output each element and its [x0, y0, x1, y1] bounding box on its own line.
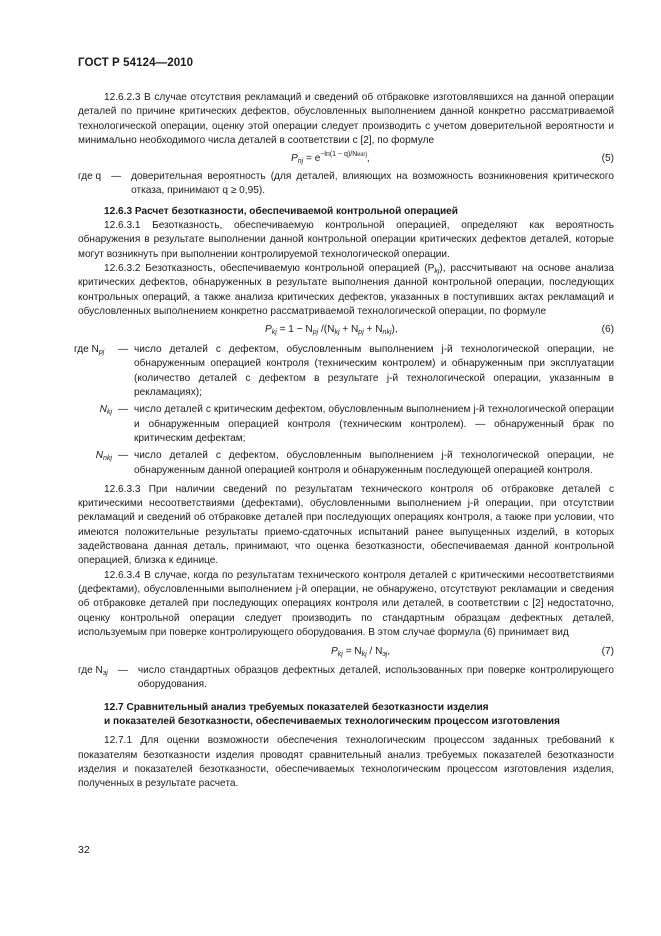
- formula-6-expression: $P_{kj} = 1 - N_{pj}$ $/(N_{kj} + N_{pj} + N_{nkj})$,: [265, 324, 398, 337]
- paragraph-12-6-3-3: 12.6.3.3 При наличии сведений по результатам технического контроля об отбраковке деталей с критическими несоответствиями (дефектами), обусловленными выполнением j-й операции, при отсутствии рекламаций и сведений об отбраковке деталей при последующих операциях контроля, а также при условии, что имеются положительные результаты приемо-сдаточных испытаний ранее выпущенных изделий, в которых задействована данная деталь, принимают, что оценка безотказности, обеспечиваемая данной контрольной операцией, близка к единице.: [78, 483, 614, 567]
- definition-symbol: $N_{nkj}$: [95, 450, 112, 463]
- formula-5-number: (5): [601, 153, 614, 165]
- formula-6-number: (6): [601, 324, 614, 336]
- definition-nkj: $N_{kj}$ — число деталей с критическим дефектом, обусловленным выполнением j-й технологической операции и обнаруженным операцией контроля (техническим контролем). — обнаруженный брак по критическим дефектам;: [78, 403, 614, 446]
- definition-nej: где $N_{эj}$ — число стандартных образцов дефектных деталей, использованных при поверке контролирующего оборудования.: [78, 664, 614, 693]
- paragraph-12-6-3-2: 12.6.3.2 Безотказность, обеспечиваемую контрольной операцией $(P_{kj})$, рассчитывают на основе анализа критических дефектов, обнаруженных в результате выполнения данной контрольной операции, последующих контрольных операций, а также анализа критических дефектов, указанных в поступивших актах рекламаций и обусловленных выполнением конкретно рассматриваемой технологической операции, по формуле: [78, 262, 614, 317]
- definition-nnkj: $N_{nkj}$ — число деталей с дефектом, обусловленным выполнением j-й технологической операции, не обнаруженным данной операцией контроля и обнаруженным последующей операцией контроля.: [78, 449, 614, 478]
- definition-symbol: где q: [78, 171, 102, 183]
- section-heading-12-7: 12.7 Сравнительный анализ требуемых показателей безотказности изделия и показателей безотказности, обеспечиваемых технологическим процессом изготовления: [104, 701, 560, 727]
- formula-5-exponent: −ln(1 − q)/Nизгj: [320, 151, 367, 159]
- definition-symbol: где $N_{эj}$: [78, 665, 108, 678]
- formula-5: [78, 150, 614, 168]
- paragraph-12-6-2-3: 12.6.2.3 В случае отсутствия рекламаций и сведений об отбраковке изготовлявшихся на данной операции деталей по причине критических дефектов, обусловленных выполнением данной конкретно рассматриваемой технологической операции, оценку этой операции следует производить с учетом доверительной вероятности и минимально необходимого числа деталей в соответствии с [2], по формуле: [78, 92, 614, 146]
- formula-6: [78, 321, 614, 339]
- definition-symbol: $N_{kj}$: [99, 404, 112, 417]
- definition-symbol: где $N_{pj}$: [74, 344, 105, 357]
- definition-text: число деталей с критическим дефектом, обусловленным выполнением j-й технологической операции и обнаруженным операцией контроля (техническим контролем). — обнаруженный брак по критическим дефектам;: [134, 404, 614, 444]
- definition-text: число деталей с дефектом, обусловленным выполнением j-й технологической операции, не обнаруженным данной операцией контроля и обнаруженным последующей операцией контроля.: [134, 450, 614, 476]
- paragraph-12-7-1: 12.7.1 Для оценки возможности обеспечения технологическим процессом заданных требований к показателям безотказности изделия проводят сравнительный анализ требуемых показателей безотказности изделия и показателей безотказности, обеспечиваемых технологическим процессом изготовления изделия, полученных в результате расчета.: [78, 735, 614, 790]
- definition-text: число стандартных образцов дефектных деталей, использованных при поверке контролирующего оборудования.: [137, 665, 614, 691]
- definitions-formula-6: [74, 343, 614, 478]
- formula-7: [78, 642, 614, 660]
- definition-text: число деталей с дефектом, обусловленным выполнением j-й технологической операции, не обнаруженным операцией контроля (техническим контролем) и обнаруженным при эксплуатации (количество деталей с дефектом в результате j-й технологической операции, указанным в рекламациях);: [134, 344, 614, 399]
- page-content: [74, 91, 614, 791]
- page-number: 32: [78, 844, 90, 856]
- formula-7-expression: $P_{kj} = N_{kj} / N_{эj}$,: [331, 646, 391, 659]
- definition-q: где q — доверительная вероятность (для деталей, влияющих на возможность возникновения критического отказа, принимают q ≥ 0,95).: [78, 170, 614, 199]
- section-heading-12-6-3: 12.6.3 Расчет безотказности, обеспечиваемой контрольной операцией: [104, 205, 458, 217]
- definition-npj: где $N_{pj}$ — число деталей с дефектом, обусловленным выполнением j-й технологической операции, не обнаруженным операцией контроля (техническим контролем) и обнаруженным при эксплуатации (количество деталей с дефектом в результате j-й технологической операции, указанным в рекламациях);: [78, 343, 614, 400]
- paragraph-12-6-3-1: 12.6.3.1 Безотказность, обеспечиваемую контрольной операцией, определяют как вероятность обнаружения в результате выполнении данной контрольной операции критических дефектов деталей, которые могут возникнуть при выполнении контролируемой технологической операции.: [78, 220, 614, 260]
- definition-text: доверительная вероятность (для деталей, влияющих на возможность возникновения критического отказа, принимают q ≥ 0,95).: [131, 171, 614, 197]
- formula-5-expression: $P_{nj} = e^{-ln(1 - q)/Nизгj}$,: [291, 151, 370, 166]
- standard-header: ГОСТ Р 54124—2010: [78, 57, 194, 69]
- paragraph-12-6-3-4: 12.6.3.4 В случае, когда по результатам технического контроля деталей с критическими несоответствиями (дефектами), обусловленными выполнением j-й операции, не обнаружено, отсутствуют рекламации и сведения об отбраковке деталей при последующих операциях контроля или деталей, в соответствии с [2] недостаточно, оценку контрольной операции следует производить по стандартным образцам дефектных деталей, используемым при поверке контролирующего оборудования. В этом случае формула (6) принимает вид: [78, 569, 614, 638]
- formula-7-number: (7): [601, 646, 614, 658]
